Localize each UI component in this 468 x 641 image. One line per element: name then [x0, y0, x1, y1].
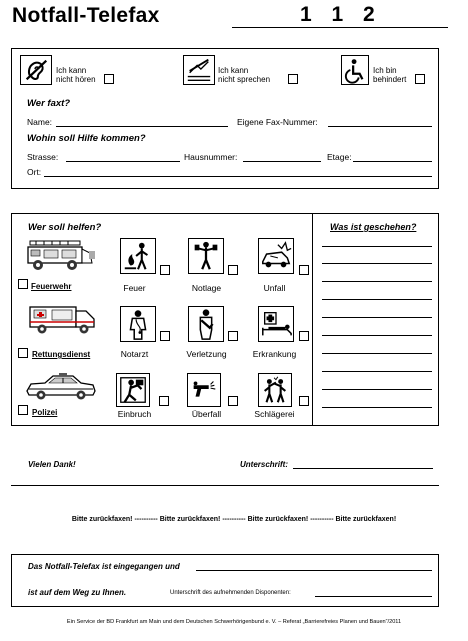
street-field[interactable] — [66, 161, 180, 162]
accident-label: Unfall — [263, 283, 286, 293]
fire-department-checkbox[interactable] — [18, 279, 28, 289]
description-line[interactable] — [322, 299, 432, 300]
name-label: Name: — [27, 117, 53, 127]
on-the-way-text: ist auf dem Weg zu Ihnen. — [28, 588, 127, 597]
thanks-text: Vielen Dank! — [28, 460, 76, 469]
emergency-label: Notlage — [191, 283, 222, 293]
city-field[interactable] — [44, 176, 432, 177]
description-line[interactable] — [322, 281, 432, 282]
dispatcher-signature-label: Unterschrift des aufnehmenden Disponenten: — [170, 590, 291, 596]
ambulance-label: Rettungsdienst — [32, 350, 91, 359]
emergency-doctor-checkbox[interactable] — [160, 331, 170, 341]
disabled-label: Ich bin behindert — [373, 66, 407, 84]
illness-icon — [258, 306, 294, 342]
accident-checkbox[interactable] — [299, 265, 309, 275]
fire-truck-icon — [26, 237, 96, 273]
city-label: Ort: — [27, 167, 42, 177]
helpers-heading: Wer soll helfen? — [28, 222, 102, 233]
emergency-number: 1 1 2 — [300, 3, 382, 26]
location-heading: Wohin soll Hilfe kommen? — [27, 133, 146, 144]
brawl-checkbox[interactable] — [299, 396, 309, 406]
what-happened-heading: Was ist geschehen? — [330, 222, 417, 232]
title-underline — [232, 27, 448, 28]
name-field[interactable] — [56, 126, 228, 127]
ear-crossed-icon — [20, 55, 52, 85]
disabled-checkbox[interactable] — [415, 74, 425, 84]
description-line[interactable] — [322, 335, 432, 336]
wheelchair-icon — [341, 55, 369, 85]
robbery-checkbox[interactable] — [228, 396, 238, 406]
own-fax-field[interactable] — [328, 126, 432, 127]
received-field[interactable] — [196, 570, 432, 571]
floor-label: Etage: — [327, 152, 352, 162]
speech-crossed-icon — [183, 55, 215, 85]
police-label: Polizei — [32, 408, 58, 417]
deaf-label: Ich kann nicht hören — [56, 66, 96, 84]
section-divider — [312, 213, 313, 426]
separator-line — [11, 485, 439, 486]
mute-label: Ich kann nicht sprechen — [218, 66, 271, 84]
street-label: Strasse: — [27, 152, 59, 162]
robbery-label: Überfall — [191, 409, 222, 419]
fire-label: Feuer — [123, 283, 146, 293]
robbery-icon — [187, 373, 221, 407]
burglary-icon — [116, 373, 150, 407]
floor-field[interactable] — [353, 161, 432, 162]
description-line[interactable] — [322, 371, 432, 372]
emergency-doctor-icon — [120, 306, 156, 342]
received-text: Das Notfall-Telefax ist eingegangen und — [28, 562, 180, 571]
return-notice: Bitte zurückfaxen! ---------- Bitte zurückfaxen! ---------- Bitte zurückfaxen! ---------- Bitte zurückfaxen! — [71, 516, 397, 523]
burglary-label: Einbruch — [117, 409, 152, 419]
house-number-field[interactable] — [243, 161, 321, 162]
accident-icon — [258, 238, 294, 274]
ambulance-checkbox[interactable] — [18, 348, 28, 358]
mute-checkbox[interactable] — [288, 74, 298, 84]
credit-text: Ein Service der BD Frankfurt am Main und dem Deutschen Schwerhörigenbund e. V. – Referat „Barrierefreies Planen und Bauen“/2011 — [66, 619, 402, 625]
illness-checkbox[interactable] — [299, 331, 309, 341]
illness-label: Erkrankung — [252, 349, 297, 359]
description-line[interactable] — [322, 389, 432, 390]
description-line[interactable] — [322, 317, 432, 318]
emergency-icon — [188, 238, 224, 274]
fire-icon — [120, 238, 156, 274]
description-line[interactable] — [322, 263, 432, 264]
injury-icon — [188, 306, 224, 342]
fire-department-label: Feuerwehr — [31, 282, 72, 291]
dispatcher-signature-field[interactable] — [315, 596, 432, 597]
police-car-icon — [25, 371, 97, 401]
ambulance-icon — [28, 305, 98, 335]
emergency-checkbox[interactable] — [228, 265, 238, 275]
fire-checkbox[interactable] — [160, 265, 170, 275]
burglary-checkbox[interactable] — [159, 396, 169, 406]
police-checkbox[interactable] — [18, 405, 28, 415]
sender-heading: Wer faxt? — [27, 98, 71, 109]
signature-field[interactable] — [293, 468, 433, 469]
emergency-doctor-label: Notarzt — [120, 349, 149, 359]
page-title: Notfall-Telefax — [12, 4, 160, 27]
injury-label: Verletzung — [186, 349, 227, 359]
description-line[interactable] — [322, 246, 432, 247]
own-fax-label: Eigene Fax-Nummer: — [237, 117, 318, 127]
brawl-label: Schlägerei — [254, 409, 295, 419]
brawl-icon — [258, 373, 292, 407]
description-line[interactable] — [322, 353, 432, 354]
injury-checkbox[interactable] — [228, 331, 238, 341]
signature-label: Unterschrift: — [240, 460, 289, 469]
house-number-label: Hausnummer: — [184, 152, 238, 162]
deaf-checkbox[interactable] — [104, 74, 114, 84]
description-line[interactable] — [322, 407, 432, 408]
